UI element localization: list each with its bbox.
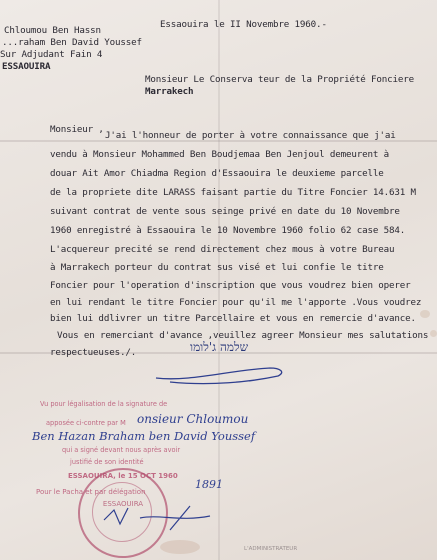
body-line: L'acquereur precité se rend directement chez mous à votre Bureau [50, 244, 395, 255]
body-line: suivant contrat de vente sous seinge privé en date du 10 Novembre [50, 206, 400, 217]
stain [160, 540, 200, 554]
body-line: Vous en remerciant d'avance ,veuillez agreer Monsieur mes salutations [57, 330, 429, 341]
body-line: bien lui ddlivrer un titre Parcellaire et vous en remercie d'avance. [50, 313, 416, 324]
sender-address: Sur Adjudant Fain 4 [0, 49, 103, 60]
body-line: J'ai l'honneur de porter à votre connaissance que j'ai [105, 130, 396, 141]
footer-stamp: L'ADMINISTRATEUR [244, 546, 298, 552]
handwritten-name: onsieur Chloumou [137, 412, 249, 426]
hebrew-signature: שלמה ג'לומו [190, 340, 249, 354]
stamp-text: justifié de son identité [70, 458, 144, 466]
stain [430, 330, 437, 337]
sender-name-cont: ...raham Ben David Youssef [2, 37, 142, 48]
salutation: Monsieur , [50, 124, 104, 135]
body-line: 1960 enregistré à Essaouira le 10 Novembre 1960 folio 62 case 584. [50, 225, 406, 236]
sender-name: Chloumou Ben Hassn [4, 25, 101, 36]
stain [420, 310, 430, 318]
stamp-text: qui a signé devant nous après avoir [62, 446, 181, 454]
body-line: douar Ait Amor Chiadma Region d'Essaouira le deuxieme parcelle [50, 168, 384, 179]
body-line: de la propriete dite LARASS faisant partie du Titre Foncier 14.631 M [50, 187, 416, 198]
signature-flourish [150, 352, 300, 392]
body-line: Foncier pour l'operation d'inscription que vous voudrez bien operer [50, 280, 411, 291]
date-line: Essaouira le II Novembre 1960.- [160, 19, 327, 30]
stamp-date: ESSAOUIRA, le 15 OCT 1960 [68, 472, 178, 480]
body-line: respectueuses./. [50, 347, 137, 358]
handwritten-name: Ben Hazan Braham ben David Youssef [32, 429, 256, 443]
recipient-city: Marrakech [145, 86, 194, 97]
stamp-text: Vu pour légalisation de la signature de [40, 400, 168, 408]
body-line: en lui rendant le titre Foncier pour qu'il me l'apporte .Vous voudrez [50, 297, 422, 308]
stamp-text: Pour le Pacha et par délégation [36, 488, 146, 496]
official-signature [100, 500, 220, 540]
recipient-title: Monsieur Le Conserva teur de la Propriété Fonciere [145, 74, 415, 85]
seal-text: ESSAOUIRA [102, 500, 144, 508]
body-line: à Marrakech porteur du contrat sus visé et lui confie le titre [50, 262, 384, 273]
handwritten-number: 1891 [195, 478, 223, 491]
sender-city: ESSAOUIRA [2, 61, 51, 72]
body-line: vendu à Monsieur Mohammed Ben Boudjemaa Ben Jenjoul demeurent à [50, 149, 390, 160]
stamp-text: apposée ci-contre par M [46, 419, 126, 427]
